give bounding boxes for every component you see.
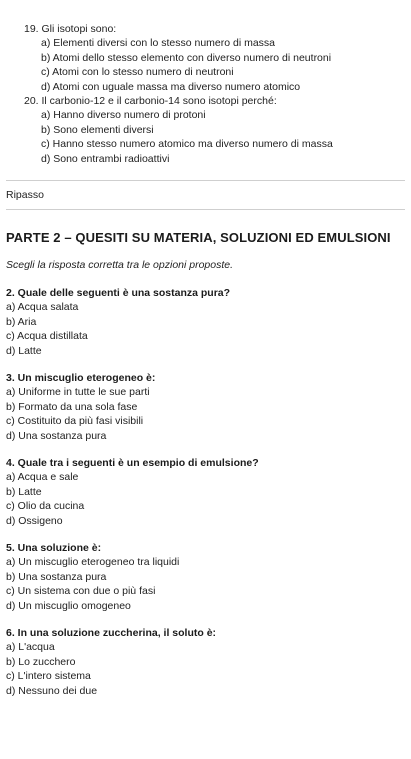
question-title: 3. Un miscuglio eterogeneo è: xyxy=(6,371,156,384)
option-a: a) Acqua e sale xyxy=(6,471,79,484)
option-d: d) Sono entrambi radioattivi xyxy=(41,152,170,165)
question-2 xyxy=(6,286,405,358)
question-title: 5. Una soluzione è: xyxy=(6,541,102,554)
option-c: c) Acqua distillata xyxy=(6,330,88,343)
part1-section xyxy=(6,0,405,166)
question-title: 4. Quale tra i seguenti è un esempio di emulsione? xyxy=(6,456,259,469)
divider-top xyxy=(6,180,405,181)
question-3 xyxy=(6,371,405,443)
divider-bottom xyxy=(6,209,405,210)
option-c: c) Hanno stesso numero atomico ma diverso numero di massa xyxy=(41,138,333,151)
option-a: a) Un miscuglio eterogeneo tra liquidi xyxy=(6,556,180,569)
ripasso-label: Ripasso xyxy=(6,189,44,202)
option-d: d) Nessuno dei due xyxy=(6,684,98,697)
question-4 xyxy=(6,456,405,528)
question-title: 20. Il carbonio-12 e il carbonio-14 sono isotopi perché: xyxy=(24,95,277,108)
option-c: c) Un sistema con due o più fasi xyxy=(6,585,156,598)
option-d: d) Ossigeno xyxy=(6,514,63,527)
option-d: d) Atomi con uguale massa ma diverso numero atomico xyxy=(41,80,301,93)
part2-title: PARTE 2 – QUESITI SU MATERIA, SOLUZIONI ED EMULSIONI xyxy=(6,230,391,246)
question-6 xyxy=(6,626,405,698)
option-b: b) Una sostanza pura xyxy=(6,570,107,583)
option-b: b) Formato da una sola fase xyxy=(6,400,138,413)
question-title: 2. Quale delle seguenti è una sostanza pura? xyxy=(6,286,231,299)
option-b: b) Sono elementi diversi xyxy=(41,123,154,136)
option-b: b) Lo zucchero xyxy=(6,655,76,668)
option-d: d) Un miscuglio omogeneo xyxy=(6,599,131,612)
option-a: a) Uniforme in tutte le sue parti xyxy=(6,386,150,399)
option-c: c) Olio da cucina xyxy=(6,500,85,513)
option-b: b) Latte xyxy=(6,485,42,498)
option-d: d) Latte xyxy=(6,344,42,357)
question-title: 19. Gli isotopi sono: xyxy=(24,23,117,35)
option-c: c) Costituito da più fasi visibili xyxy=(6,415,144,428)
option-a: a) Elementi diversi con lo stesso numero di massa xyxy=(41,37,276,50)
option-a: a) L'acqua xyxy=(6,641,55,654)
question-title: 6. In una soluzione zuccherina, il soluto è: xyxy=(6,627,217,639)
option-a: a) Acqua salata xyxy=(6,301,79,314)
question-19 xyxy=(24,22,405,94)
option-b: b) Aria xyxy=(6,315,37,328)
option-c: c) Atomi con lo stesso numero di neutroni xyxy=(41,66,234,79)
part2-intro: Scegli la risposta corretta tra le opzioni proposte. xyxy=(6,259,234,272)
option-d: d) Una sostanza pura xyxy=(6,429,107,442)
option-a: a) Hanno diverso numero di protoni xyxy=(41,109,206,122)
option-b: b) Atomi dello stesso elemento con diverso numero di neutroni xyxy=(41,51,332,64)
question-20 xyxy=(24,94,405,166)
question-5 xyxy=(6,541,405,613)
option-c: c) L'intero sistema xyxy=(6,670,91,683)
